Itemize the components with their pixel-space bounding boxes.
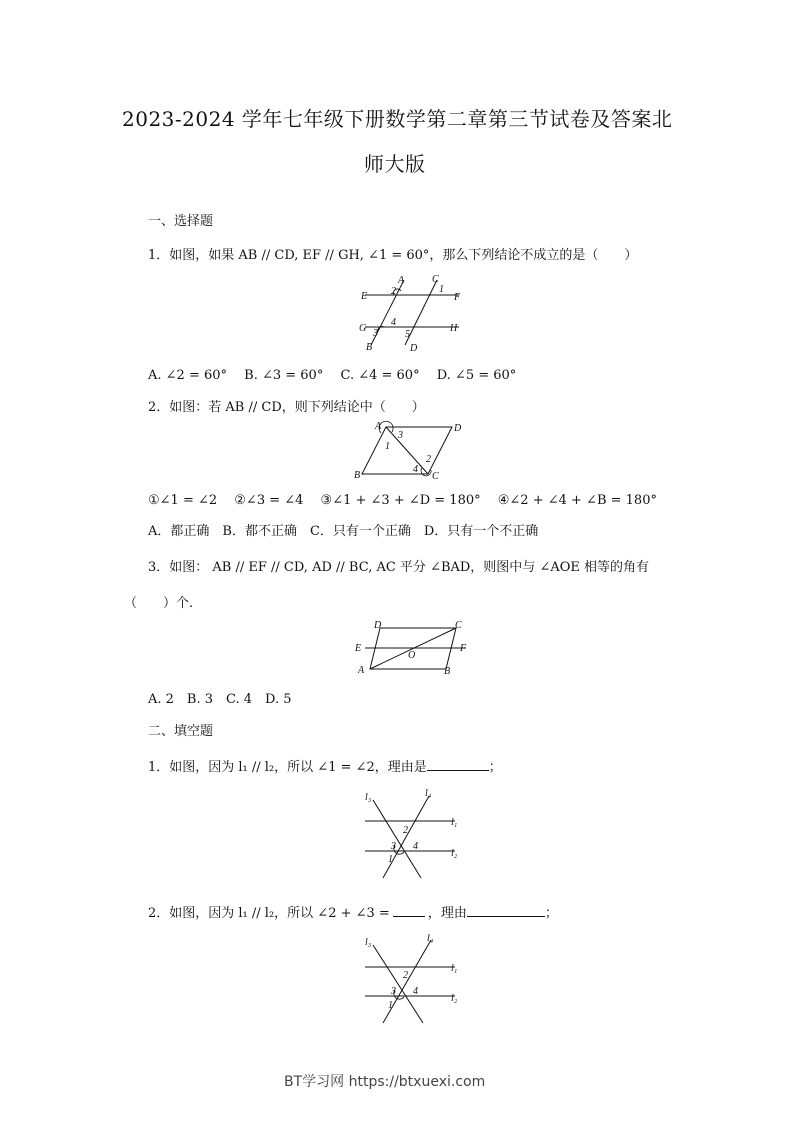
figure-4-label: l₃ (365, 792, 372, 803)
figure-3-label: C (455, 620, 462, 631)
figure-4-label: 3 (391, 841, 396, 852)
figure-2-label: 4 (413, 464, 418, 475)
figure-4-label: 1 (388, 854, 393, 865)
figure-5-label: 2 (403, 970, 408, 981)
fill-question-2-text: 2．如图，因为 l₁ // l₂，所以 ∠2 + ∠3 = (148, 906, 390, 921)
figure-4-label: l₁ (451, 817, 458, 828)
document-title-line2: 师大版 (364, 152, 426, 176)
figure-2-label: 2 (426, 454, 431, 465)
figure-5-label: 1 (388, 1000, 393, 1011)
figure-1-label: C (432, 274, 439, 285)
figure-4-label: 4 (413, 841, 418, 852)
figure-2-label: D (454, 423, 462, 434)
figure-4-label: l₂ (451, 848, 458, 859)
figure-1-label: E (361, 291, 368, 302)
section-heading-choice: 一、选择题 (148, 214, 214, 229)
fill-question-1-text: 1．如图，因为 l₁ // l₂，所以 ∠1 = ∠2，理由是 (148, 760, 427, 775)
figure-5-label: l₁ (451, 963, 458, 974)
figure-1-label: 3 (373, 328, 378, 339)
figure-2-label: B (354, 470, 361, 481)
figure-3-label: D (374, 620, 382, 631)
figure-5-label: 3 (391, 986, 396, 997)
figure-2-label: 1 (385, 441, 390, 452)
figure-1-label: A (398, 275, 405, 286)
question-3-options: A. 2 B. 3 C. 4 D. 5 (148, 692, 292, 707)
answer-blank[interactable] (467, 904, 545, 917)
question-1-figure (355, 270, 465, 356)
figure-3-label: A (358, 665, 365, 676)
figure-4-label: l₄ (425, 788, 432, 799)
section-heading-fill-in: 二、填空题 (148, 724, 214, 739)
figure-2-label: C (432, 471, 439, 482)
figure-5-label: l₂ (451, 993, 458, 1004)
figure-1-label: 4 (391, 317, 396, 328)
fill-question-2-reason: ，理由 (427, 906, 467, 921)
figure-3-label: B (444, 666, 451, 677)
question-3-stem-line2: （ ）个. (124, 596, 194, 611)
question-3-figure (350, 616, 476, 678)
figure-2-label: 3 (398, 430, 403, 441)
figure-5-label: 4 (413, 986, 418, 997)
figure-5-label: l₄ (427, 933, 434, 944)
figure-3-label: F (460, 643, 467, 654)
figure-5-label: l₃ (365, 937, 372, 948)
question-2-statements: ①∠1 = ∠2 ②∠3 = ∠4 ③∠1 + ∠3 + ∠D = 180° ④∠2 + ∠4 + ∠B = 180° (148, 493, 657, 508)
figure-1-label: D (410, 343, 418, 354)
figure-1-label: F (454, 292, 461, 303)
figure-4-label: 2 (403, 825, 408, 836)
footer-watermark: BT学习网 https://btxuexi.com (284, 1074, 486, 1090)
question-2-stem: 2．如图：若 AB // CD，则下列结论中（ ） (148, 400, 425, 415)
figure-3-label: O (408, 650, 416, 661)
question-2-options: A．都正确 B．都不正确 C．只有一个正确 D．只有一个不正确 (148, 524, 539, 539)
question-3-stem-line1: 3．如图： AB // EF // CD, AD // BC, AC 平分 ∠BAD，则图中与 ∠AOE 相等的角有 (148, 560, 650, 575)
fill-question-2-figure (355, 930, 467, 1026)
figure-2-label: A (375, 421, 382, 432)
figure-1-label: H (450, 323, 458, 334)
figure-1-label: 5 (405, 329, 410, 340)
fill-question-2-end: ； (544, 906, 558, 921)
figure-1-label: G (359, 323, 367, 334)
question-1-stem: 1．如图，如果 AB // CD, EF // GH, ∠1 = 60°，那么下列结论不成立的是（ ） (148, 248, 638, 263)
figure-1-label: 1 (439, 284, 444, 295)
document-title-line1: 2023-2024 学年七年级下册数学第二章第三节试卷及答案北 (122, 107, 673, 131)
answer-blank[interactable] (427, 758, 489, 771)
fill-question-1-end: ； (488, 760, 502, 775)
figure-3-label: E (355, 643, 362, 654)
answer-blank[interactable] (393, 904, 425, 917)
fill-question-1-figure (355, 786, 467, 882)
figure-1-label: B (366, 342, 373, 353)
figure-1-label: 2 (391, 286, 396, 297)
question-2-figure (350, 418, 470, 484)
fill-question-2-stem (148, 902, 558, 921)
question-1-options: A. ∠2 = 60° B. ∠3 = 60° C. ∠4 = 60° D. ∠5 = 60° (148, 368, 517, 383)
fill-question-1-stem (148, 756, 502, 775)
